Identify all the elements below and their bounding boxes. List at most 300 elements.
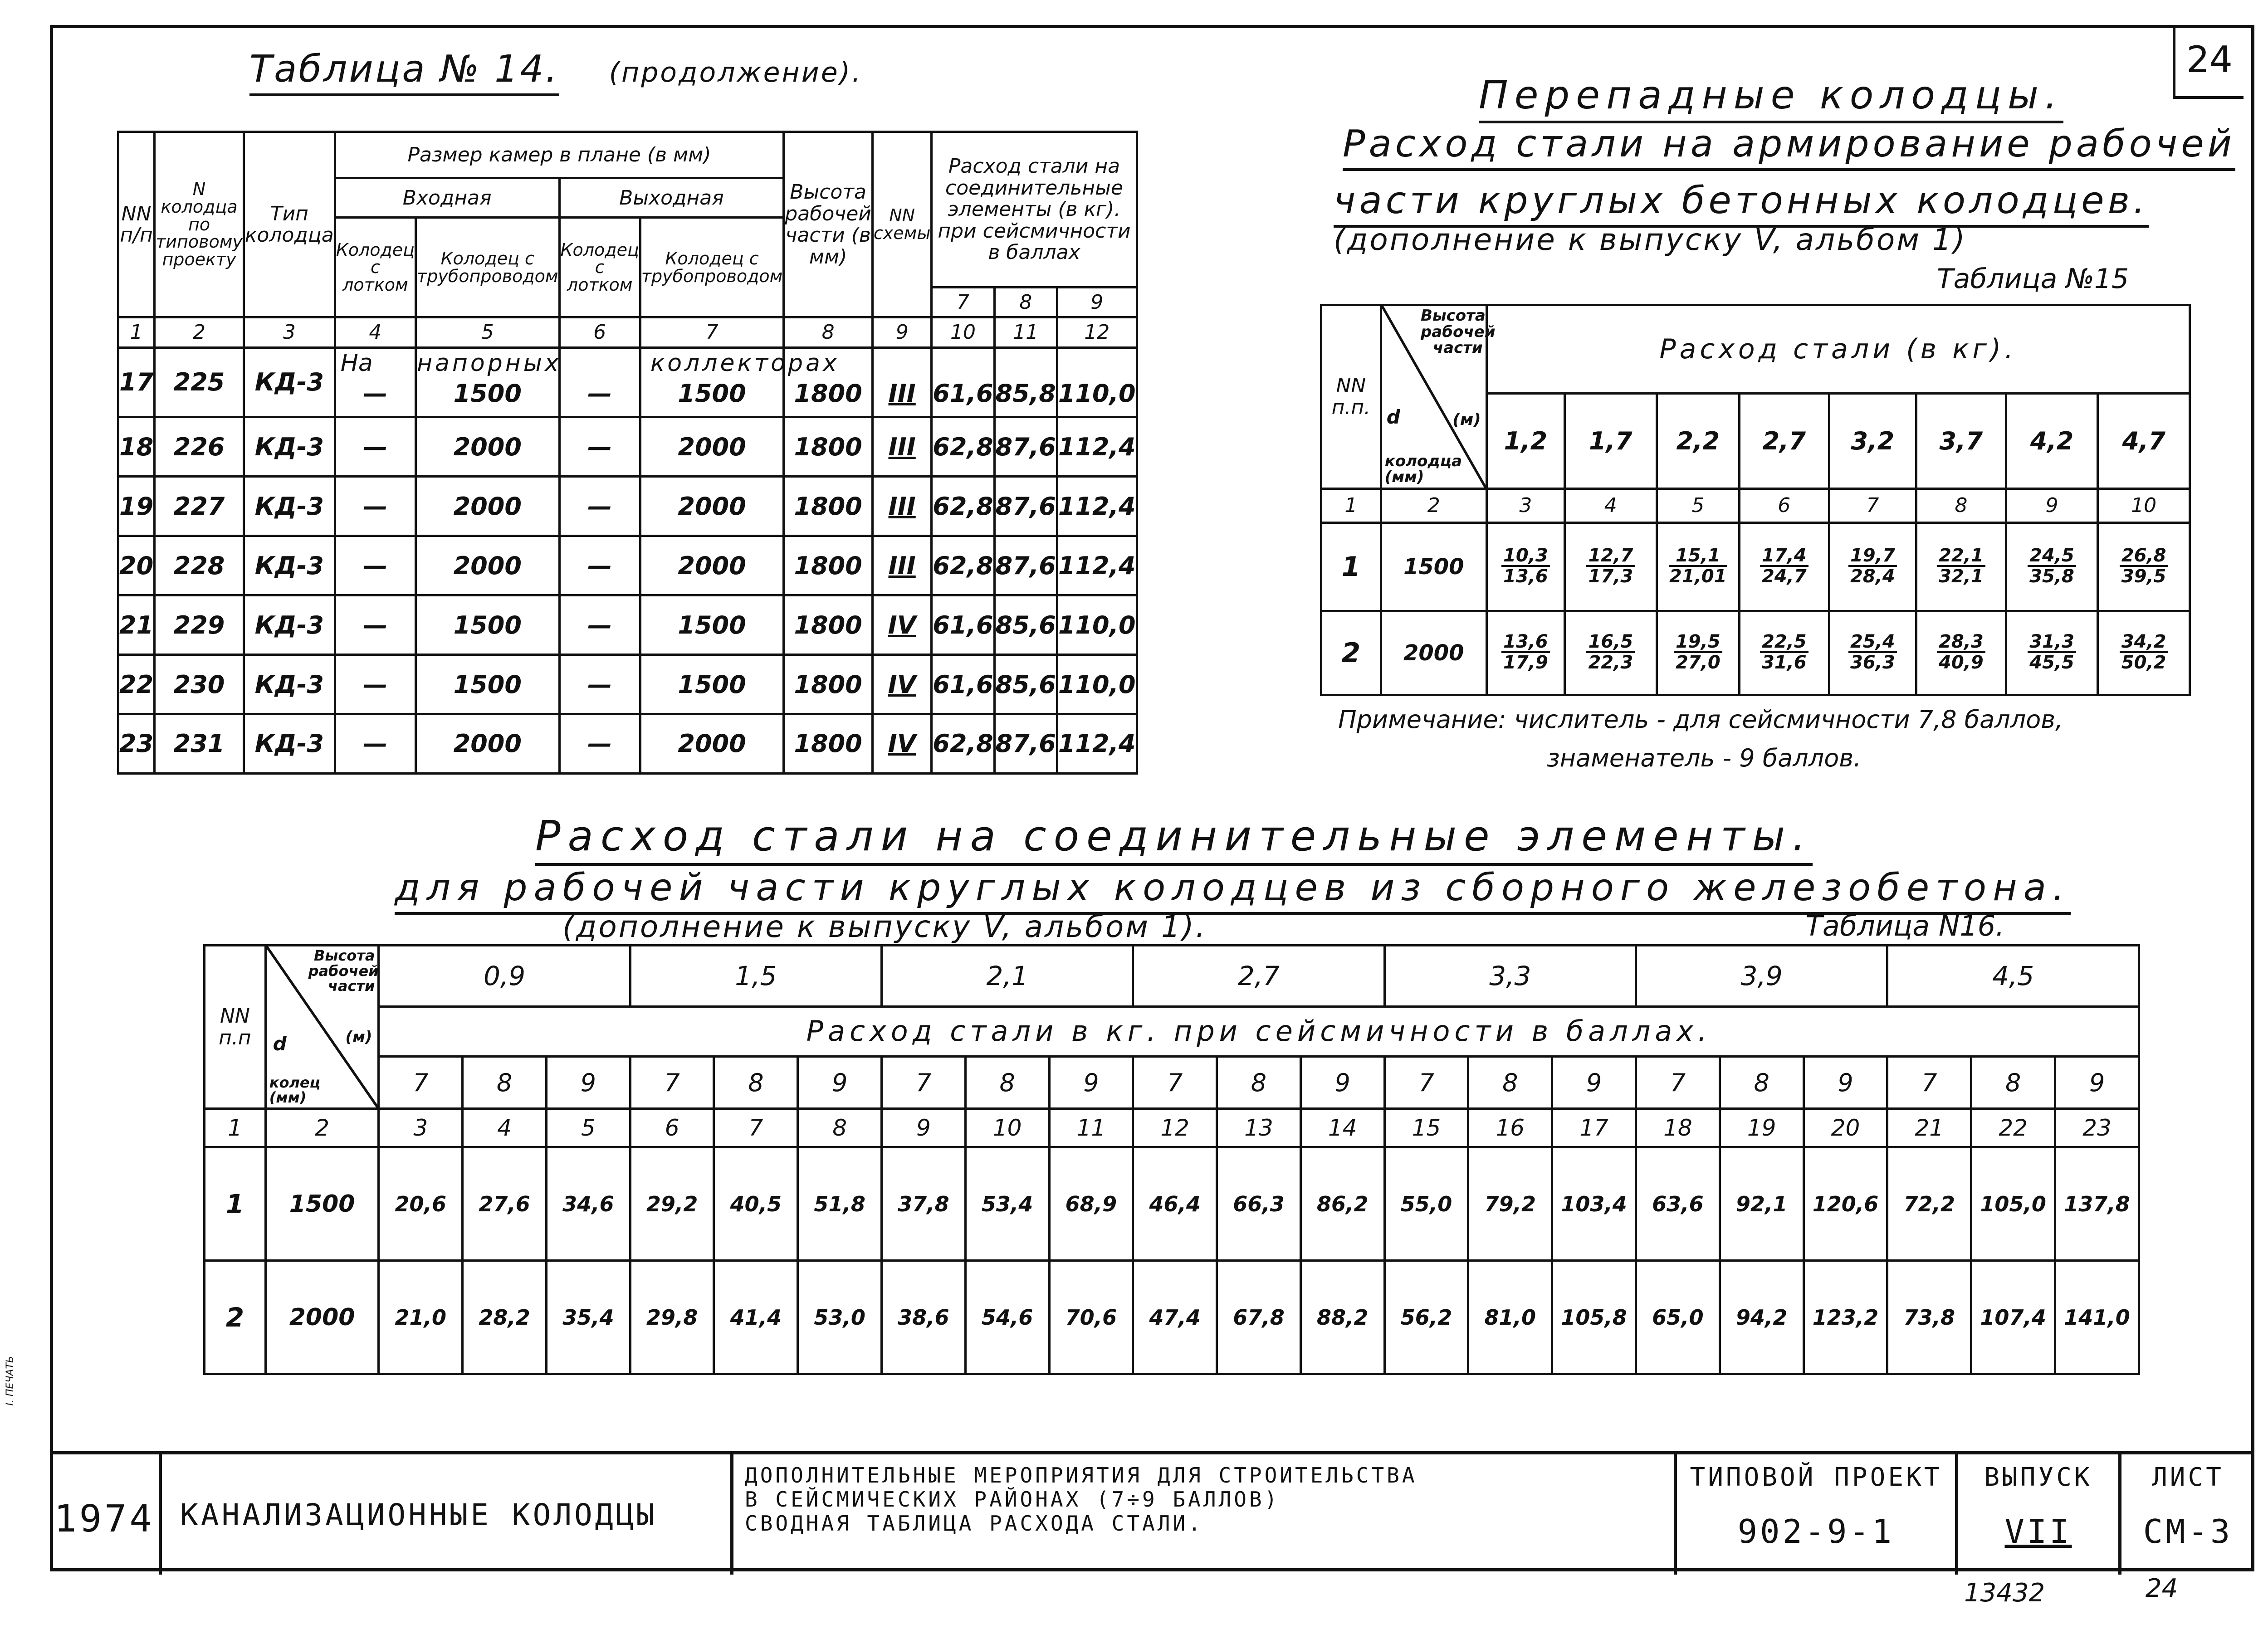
t15-label: Таблица №15: [1937, 263, 2129, 295]
height-header: 2,7: [1740, 394, 1829, 489]
steel-7: 61,6: [932, 655, 994, 714]
t14-h-type: Тип колодца: [244, 132, 335, 317]
seismic-score: 8: [1971, 1057, 2055, 1109]
height-header: 1,7: [1564, 394, 1657, 489]
seismic-score: 7: [379, 1057, 463, 1109]
seismic-score: 7: [1384, 1057, 1468, 1109]
row-number: 1: [1321, 523, 1381, 611]
colnum: 10: [2098, 489, 2190, 523]
colnum: 18: [1636, 1109, 1720, 1147]
stamp-issue-cell: [1955, 1454, 2118, 1575]
colnum: 5: [546, 1109, 630, 1147]
stamp-name: КАНАЛИЗАЦИОННЫЕ КОЛОДЦЫ: [180, 1497, 657, 1532]
stamp-project-cell: [1674, 1454, 1955, 1575]
steel-value: 67,8: [1217, 1261, 1301, 1374]
steel-value: 68,9: [1049, 1147, 1133, 1261]
t16-title1: [535, 812, 1813, 860]
denominator: 45,5: [2029, 652, 2074, 673]
t15-h-steel: Расход стали (в кг).: [1486, 305, 2190, 394]
outlet-pipe: 2000: [640, 536, 783, 595]
numerator: 25,4: [1848, 632, 1897, 653]
height-header: 1,5: [630, 946, 881, 1007]
colnum: 11: [994, 317, 1057, 348]
diag-bottom: колец (мм): [269, 1073, 321, 1107]
steel-value: 120,6: [1804, 1147, 1887, 1261]
seismic-score: 8: [1468, 1057, 1552, 1109]
steel-value: 53,0: [798, 1261, 882, 1374]
steel-fraction: [2006, 523, 2098, 611]
steel-value: 41,4: [714, 1261, 798, 1374]
seismic-score: 9: [2055, 1057, 2139, 1109]
height: 1800: [784, 595, 873, 655]
diag-bottom: колодца (мм): [1384, 452, 1462, 487]
steel-value: 79,2: [1468, 1147, 1552, 1261]
t15-title3: (дополнение к выпуску V, альбом 1): [1334, 222, 1967, 257]
table-row: [205, 1261, 2139, 1374]
inlet-tray: —: [335, 477, 415, 536]
t14-title: [249, 48, 862, 91]
seismic-score: 8: [463, 1057, 547, 1109]
steel-value: 27,6: [463, 1147, 547, 1261]
colnum: 1: [1321, 489, 1381, 523]
inlet-tray: —: [335, 655, 415, 714]
steel-value: 53,4: [965, 1147, 1049, 1261]
fraction: [1937, 632, 1985, 672]
steel-fraction: [1740, 611, 1829, 695]
t15-note2: знаменатель - 9 баллов.: [1547, 744, 1862, 772]
t16-title2: [395, 866, 2071, 909]
colnum: 4: [1564, 489, 1657, 523]
steel-value: 81,0: [1468, 1261, 1552, 1374]
seismic-score: 8: [965, 1057, 1049, 1109]
well-type: КД-3: [244, 347, 335, 417]
seismic-score: 9: [798, 1057, 882, 1109]
stamp-year: 1974: [54, 1497, 155, 1541]
steel-8: 87,6: [994, 477, 1057, 536]
steel-8: 87,6: [994, 714, 1057, 773]
colnum: 8: [798, 1109, 882, 1147]
colnum: 20: [1804, 1109, 1887, 1147]
well-number: 231: [155, 714, 244, 773]
height-header: 4,5: [1887, 946, 2139, 1007]
steel-fraction: [2006, 611, 2098, 695]
inlet-pipe: 1500: [416, 655, 559, 714]
diameter: 1500: [265, 1147, 379, 1261]
numerator: 28,3: [1937, 632, 1985, 653]
numerator: 15,1: [1669, 546, 1727, 567]
steel-cell: [932, 347, 994, 417]
seismic-score: 8: [1720, 1057, 1804, 1109]
steel-fraction: [2098, 523, 2190, 611]
denominator: 27,0: [1675, 652, 1721, 673]
t14-h-s7: 7: [932, 287, 994, 317]
stamp-desc2: В СЕЙСМИЧЕСКИХ РАЙОНАХ (7÷9 БАЛЛОВ): [745, 1487, 1280, 1512]
numerator: 34,2: [2120, 632, 2168, 653]
stamp-name-cell: [159, 1454, 730, 1575]
t16-title3: (дополнение к выпуску V, альбом 1).: [562, 909, 1207, 944]
inlet-pipe: 2000: [416, 714, 559, 773]
t14-h-inlet: Входная: [335, 178, 559, 218]
table-row: [118, 655, 1137, 714]
steel-value: 56,2: [1384, 1261, 1468, 1374]
steel-fraction: [1740, 523, 1829, 611]
colnum: 15: [1384, 1109, 1468, 1147]
numerator: 24,5: [2028, 546, 2076, 567]
diag-unit: (м): [345, 1028, 372, 1046]
t14-h-in-pipe: Колодец с трубопроводом: [416, 218, 559, 317]
steel-8: 87,6: [994, 536, 1057, 595]
t14-title-text: Таблица № 14.: [249, 48, 559, 96]
t14-h-s9: 9: [1057, 287, 1137, 317]
numerator: 22,5: [1760, 632, 1809, 653]
colnum: 16: [1468, 1109, 1552, 1147]
numerator: 22,1: [1937, 546, 1985, 567]
steel-fraction: [1564, 611, 1657, 695]
table-row: [118, 477, 1137, 536]
well-type: КД-3: [244, 477, 335, 536]
steel-value: 47,4: [1133, 1261, 1217, 1374]
table-row: [205, 1147, 2139, 1261]
note-napornyh: напорных: [417, 349, 562, 377]
steel-fraction: [1916, 611, 2006, 695]
steel-value: 37,8: [882, 1147, 966, 1261]
colnum: 21: [1887, 1109, 1971, 1147]
steel-8: 85,6: [994, 655, 1057, 714]
height-header: 0,9: [379, 946, 630, 1007]
numerator: 12,7: [1586, 546, 1635, 567]
inlet-tray: —: [335, 536, 415, 595]
colnum: 12: [1057, 317, 1137, 348]
colnum: 8: [1916, 489, 2006, 523]
colnum: 4: [463, 1109, 547, 1147]
colnum: 6: [1740, 489, 1829, 523]
outlet-tray: —: [559, 417, 640, 477]
fraction: [1674, 632, 1722, 672]
scheme: III: [872, 417, 931, 477]
t15-title2: [1334, 179, 2149, 222]
outlet-tray: —: [587, 379, 612, 408]
numerator: 10,3: [1501, 546, 1550, 567]
seismic-score: 7: [1133, 1057, 1217, 1109]
colnum: 5: [416, 317, 559, 348]
denominator: 39,5: [2121, 566, 2166, 587]
height: 1800: [794, 379, 862, 408]
side-mark: I. ПЕЧАТЬ: [5, 1356, 16, 1406]
denominator: 32,1: [1939, 566, 1984, 587]
steel-value: 55,0: [1384, 1147, 1468, 1261]
t14-h-out-tray: Колодец с лотком: [559, 218, 640, 317]
well-type: КД-3: [244, 655, 335, 714]
colnum: 8: [784, 317, 873, 348]
inlet-pipe: 1500: [453, 379, 522, 408]
steel-value: 86,2: [1300, 1147, 1384, 1261]
steel-value: 72,2: [1887, 1147, 1971, 1261]
steel-fraction: [1916, 523, 2006, 611]
row-number: 2: [1321, 611, 1381, 695]
numerator: 26,8: [2120, 546, 2168, 567]
colnum: 10: [965, 1109, 1049, 1147]
steel-7: 62,8: [932, 417, 994, 477]
table-16: [203, 944, 2140, 1375]
colnum: 4: [335, 317, 415, 348]
t15-h-diag: [1381, 305, 1496, 489]
seismic-score: 9: [1804, 1057, 1887, 1109]
t14-h-wellno: N колодца по типовому проекту: [155, 132, 244, 317]
colnum: 9: [2006, 489, 2098, 523]
steel-value: 92,1: [1720, 1147, 1804, 1261]
t15-h-nn: NN п.п.: [1321, 305, 1381, 489]
colnum: 2: [155, 317, 244, 348]
colnum: 1: [205, 1109, 266, 1147]
table-row: [1321, 611, 2190, 695]
steel-value: 35,4: [546, 1261, 630, 1374]
stamp-desc3: СВОДНАЯ ТАБЛИЦА РАСХОДА СТАЛИ.: [745, 1511, 1203, 1536]
denominator: 28,4: [1850, 566, 1895, 587]
steel-value: 65,0: [1636, 1261, 1720, 1374]
height-header: 2,1: [882, 946, 1133, 1007]
scheme: IV: [872, 714, 931, 773]
fraction: [1669, 546, 1727, 586]
fraction: [1760, 632, 1809, 672]
steel-value: 61,6: [933, 379, 993, 408]
denominator: 17,3: [1588, 566, 1633, 587]
steel-9: 112,4: [1057, 714, 1137, 773]
steel-value: 29,2: [630, 1147, 714, 1261]
steel-value: 29,8: [630, 1261, 714, 1374]
denominator: 36,3: [1850, 652, 1895, 673]
steel-value: 73,8: [1887, 1261, 1971, 1374]
inlet-tray: —: [335, 595, 415, 655]
t14-h-scheme: NN схемы: [872, 132, 931, 317]
steel-value: 28,2: [463, 1261, 547, 1374]
denominator: 40,9: [1939, 652, 1984, 673]
outlet-tray: —: [559, 477, 640, 536]
inlet-tray: —: [335, 417, 415, 477]
outlet-pipe: 1500: [678, 379, 746, 408]
steel-fraction: [1486, 611, 1564, 695]
colnum: 12: [1133, 1109, 1217, 1147]
steel-value: 63,6: [1636, 1147, 1720, 1261]
steel-7: 62,8: [932, 477, 994, 536]
stamp-issue-label: ВЫПУСК: [1984, 1463, 2092, 1492]
table-row: [1321, 523, 2190, 611]
outlet-tray: —: [559, 655, 640, 714]
colnum: 6: [559, 317, 640, 348]
t14-h-height: Высота рабочей части (в мм): [784, 132, 873, 317]
fraction: [1586, 546, 1635, 586]
stamp-desc-cell: [730, 1454, 1674, 1575]
height: 1800: [784, 536, 873, 595]
diameter: 2000: [1381, 611, 1486, 695]
height-header: 1,2: [1486, 394, 1564, 489]
steel-7: 62,8: [932, 714, 994, 773]
t16-h-diag: [265, 946, 379, 1109]
t15-note1: Примечание: числитель - для сейсмичности 7,8 баллов,: [1338, 705, 2063, 734]
sheet-number: 24: [2173, 28, 2244, 99]
colnum: 9: [872, 317, 931, 348]
numerator: 16,5: [1586, 632, 1635, 653]
height-header: 3,9: [1636, 946, 1887, 1007]
colnum: 10: [932, 317, 994, 348]
fraction: [1937, 546, 1985, 586]
colnum: 1: [118, 317, 155, 348]
note-kollektorah: коллекторах: [650, 349, 840, 377]
well-type: КД-3: [244, 595, 335, 655]
diag-d: d: [273, 1033, 287, 1055]
steel-value: 137,8: [2055, 1147, 2139, 1261]
diag-unit: (м): [1452, 410, 1481, 429]
colnum: 3: [1486, 489, 1564, 523]
numerator: 31,3: [2028, 632, 2076, 653]
row-number: 23: [118, 714, 155, 773]
fraction: [1848, 546, 1897, 586]
table-row: [118, 347, 1137, 417]
diag-top: Высота рабочей части: [308, 947, 379, 995]
t14-h-outlet: Выходная: [559, 178, 784, 218]
stamp-sheet-cell: [2118, 1454, 2254, 1575]
denominator: 31,6: [1761, 652, 1807, 673]
steel-cell: [1057, 347, 1137, 417]
denominator: 50,2: [2121, 652, 2166, 673]
page-number: 24: [2146, 1574, 2178, 1603]
steel-value: 88,2: [1300, 1261, 1384, 1374]
steel-8: 85,6: [994, 595, 1057, 655]
scheme: IV: [872, 655, 931, 714]
seismic-score: 8: [1217, 1057, 1301, 1109]
height-header: 4,7: [2098, 394, 2190, 489]
inlet-pipe-cell: [416, 347, 562, 417]
well-number: 227: [155, 477, 244, 536]
steel-value: 141,0: [2055, 1261, 2139, 1374]
t14-h-steel: Расход стали на соединительные элементы (в кг). при сейсмичности в баллах: [932, 132, 1137, 288]
t16-h-nn: NN п.п: [205, 946, 266, 1109]
height-header: 4,2: [2006, 394, 2098, 489]
denominator: 35,8: [2029, 566, 2074, 587]
steel-fraction: [1829, 523, 1916, 611]
numerator: 19,5: [1674, 632, 1722, 653]
diag-d: d: [1386, 406, 1400, 428]
t15-title1-text: Расход стали на армирование рабочей: [1343, 122, 2235, 171]
steel-value: 34,6: [546, 1147, 630, 1261]
numerator: 17,4: [1760, 546, 1809, 567]
outlet-tray-cell: [559, 347, 640, 417]
table-14: [117, 131, 1138, 775]
fraction: [2120, 546, 2168, 586]
t14-h-nn: NN п/п: [118, 132, 155, 317]
well-type: КД-3: [244, 536, 335, 595]
steel-value: 103,4: [1552, 1147, 1636, 1261]
outlet-tray: —: [559, 714, 640, 773]
seismic-score: 9: [1552, 1057, 1636, 1109]
steel-value: 21,0: [379, 1261, 463, 1374]
steel-value: 123,2: [1804, 1261, 1887, 1374]
steel-fraction: [2098, 611, 2190, 695]
title-block: [50, 1451, 2254, 1575]
colnum: 19: [1720, 1109, 1804, 1147]
t16-h-steel: Расход стали в кг. при сейсмичности в баллах.: [379, 1007, 2139, 1057]
numerator: 13,6: [1501, 632, 1550, 653]
steel-9: 112,4: [1057, 536, 1137, 595]
steel-value: 54,6: [965, 1261, 1049, 1374]
height: 1800: [784, 714, 873, 773]
scheme: III: [872, 536, 931, 595]
scheme: IV: [872, 595, 931, 655]
t14-subtitle: (продолжение).: [609, 57, 863, 88]
colnum: 7: [1829, 489, 1916, 523]
fraction: [1501, 632, 1550, 672]
steel-fraction: [1564, 523, 1657, 611]
outlet-tray: —: [559, 595, 640, 655]
table-row: [118, 595, 1137, 655]
colnum: 23: [2055, 1109, 2139, 1147]
steel-fraction: [1486, 523, 1564, 611]
height-header: 3,7: [1916, 394, 2006, 489]
seismic-score: 7: [630, 1057, 714, 1109]
steel-9: 110,0: [1057, 595, 1137, 655]
inlet-tray-cell: [335, 347, 415, 417]
well-number: 228: [155, 536, 244, 595]
colnum: 17: [1552, 1109, 1636, 1147]
fraction: [2120, 632, 2168, 672]
fraction: [1501, 546, 1550, 586]
fraction: [1586, 632, 1635, 672]
inlet-pipe: 2000: [416, 417, 559, 477]
row-number: 21: [118, 595, 155, 655]
seismic-score: 7: [1887, 1057, 1971, 1109]
steel-value: 107,4: [1971, 1261, 2055, 1374]
outlet-pipe: 2000: [640, 477, 783, 536]
seismic-score: 7: [882, 1057, 966, 1109]
inlet-tray: —: [335, 714, 415, 773]
inlet-pipe: 2000: [416, 477, 559, 536]
steel-value: 38,6: [882, 1261, 966, 1374]
fraction: [1760, 546, 1809, 586]
height-header: 3,3: [1384, 946, 1636, 1007]
scheme-cell: [872, 347, 931, 417]
row-number: 20: [118, 536, 155, 595]
stamp-year-cell: [50, 1454, 159, 1575]
steel-8: 87,6: [994, 417, 1057, 477]
stamp-sheet: СМ-3: [2143, 1512, 2233, 1551]
colnum: 9: [882, 1109, 966, 1147]
row-number: 17: [118, 347, 155, 417]
outlet-pipe: 2000: [640, 714, 783, 773]
fraction: [2028, 546, 2076, 586]
denominator: 24,7: [1761, 566, 1807, 587]
well-number: 229: [155, 595, 244, 655]
steel-9: 112,4: [1057, 417, 1137, 477]
inventory-number: 13432: [1964, 1578, 2045, 1608]
t16-title1-text: Расход стали на соединительные элементы.: [535, 812, 1813, 866]
colnum: 3: [244, 317, 335, 348]
diameter: 2000: [265, 1261, 379, 1374]
steel-value: 105,0: [1971, 1147, 2055, 1261]
steel-value: 20,6: [379, 1147, 463, 1261]
colnum: 14: [1300, 1109, 1384, 1147]
row-number: 19: [118, 477, 155, 536]
colnum: 13: [1217, 1109, 1301, 1147]
colnum: 7: [714, 1109, 798, 1147]
seismic-score: 9: [546, 1057, 630, 1109]
steel-cell: [994, 347, 1057, 417]
denominator: 13,6: [1503, 566, 1548, 587]
outlet-pipe: 1500: [640, 655, 783, 714]
seismic-score: 7: [1636, 1057, 1720, 1109]
steel-value: 94,2: [1720, 1261, 1804, 1374]
denominator: 21,01: [1669, 566, 1727, 587]
outlet-pipe: 1500: [640, 595, 783, 655]
colnum: 3: [379, 1109, 463, 1147]
